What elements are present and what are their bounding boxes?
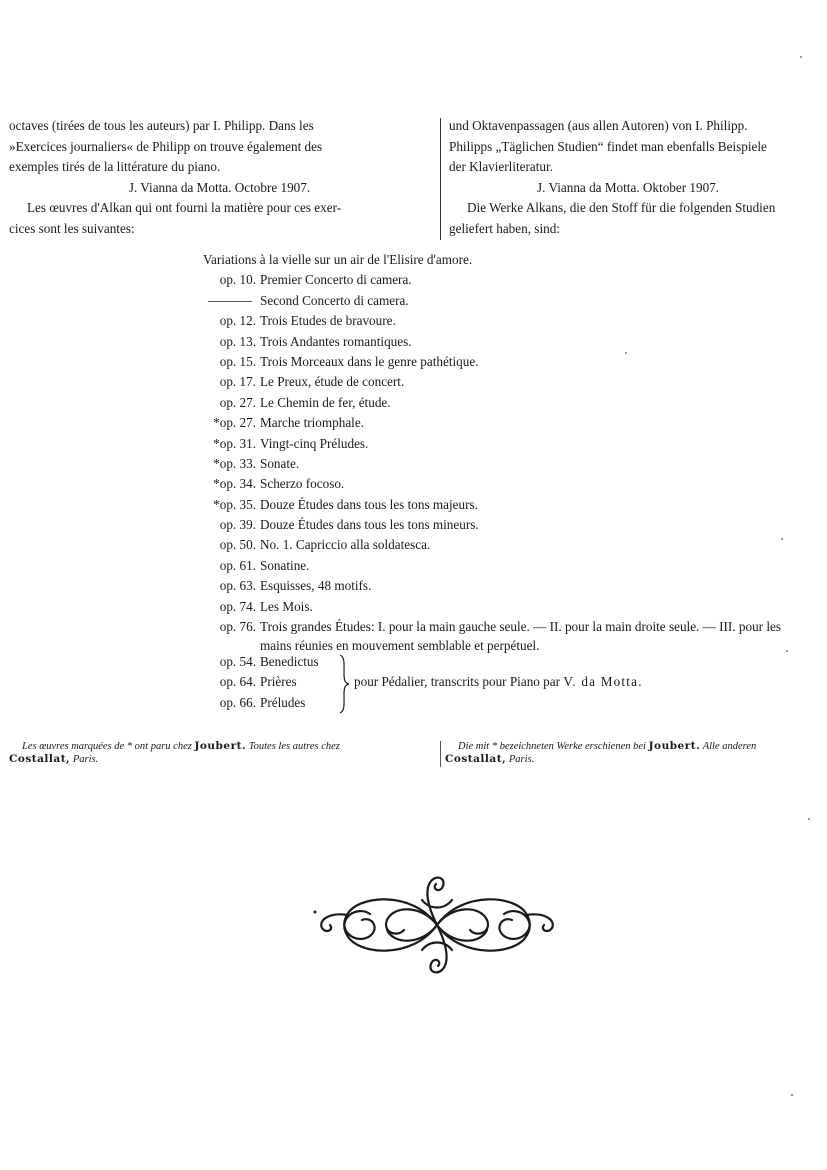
work-entry <box>200 291 800 311</box>
german-signature: J. Vianna da Motta. Oktober 1907. <box>537 179 720 195</box>
german-intro-1: Die Werke Alkans, die den Stoff für die folgenden Studien <box>467 200 776 215</box>
opus-number: op. 12. <box>219 313 256 329</box>
work-title: Scherzo focoso. <box>260 476 345 492</box>
work-entry <box>200 495 800 515</box>
work-title: Sonatine. <box>260 557 310 573</box>
opus-number: op. 54. <box>219 654 256 669</box>
work-entry <box>200 597 800 617</box>
paper-speck <box>786 650 788 652</box>
arranger-name: V. da Motta. <box>563 674 643 689</box>
french-signature: J. Vianna da Motta. Octobre 1907. <box>128 179 311 195</box>
works-list <box>200 250 800 655</box>
work-title: Trois Andantes romantiques. <box>260 333 412 349</box>
opus-number: op. 50. <box>219 537 256 553</box>
paper-speck <box>791 1094 793 1096</box>
german-line-2: Philipps „Täglichen Studien“ findet man ebenfalls Beispiele <box>449 138 767 154</box>
work-title: Prières <box>260 674 297 690</box>
publisher-name: Costallat, <box>445 753 507 765</box>
work-title: Trois Morceaux dans le genre pathétique. <box>260 353 479 369</box>
work-entry <box>200 652 820 672</box>
opus-number: op. 17. <box>219 374 256 390</box>
paper-speck <box>808 818 810 820</box>
publisher-name: Costallat, <box>9 753 71 765</box>
work-title: Trois Etudes de bravoure. <box>260 313 396 329</box>
footnote-text: Toutes les autres chez <box>248 741 340 752</box>
work-title: Le Preux, étude de concert. <box>260 374 405 390</box>
opus-number: op. 63. <box>219 578 256 594</box>
work-entry <box>200 474 800 494</box>
work-entry <box>200 393 800 413</box>
footnote-text: Alle anderen <box>702 741 757 752</box>
work-title: No. 1. Capriccio alla soldatesca. <box>260 537 431 553</box>
work-entry <box>200 250 800 270</box>
work-title: Esquisses, 48 motifs. <box>260 578 372 594</box>
work-title: Marche triomphale. <box>260 415 364 431</box>
opus-number: *op. 34. <box>213 476 256 492</box>
footnote-divider <box>440 741 441 767</box>
work-title: Benedictus <box>260 654 319 669</box>
opus-number: *op. 33. <box>213 455 256 471</box>
pedalier-note-prefix: pour Pédalier, transcrits pour Piano par <box>354 674 561 689</box>
work-title: Douze Études dans tous les tons majeurs. <box>260 496 478 512</box>
opus-number: op. 39. <box>219 517 256 533</box>
german-line-1: und Oktavenpassagen (aus allen Autoren) von I. Philipp. <box>449 118 748 133</box>
footnote-text: Die mit * bezeichneten Werke erschienen bei <box>458 741 646 752</box>
work-entry <box>200 332 800 352</box>
opus-dash <box>208 301 252 302</box>
work-entry <box>200 693 820 713</box>
french-line-2: »Exercices journaliers« de Philipp on trouve également des <box>9 138 323 154</box>
opus-number: op. 15. <box>219 353 256 369</box>
german-column <box>449 116 827 239</box>
work-title: Le Chemin de fer, étude. <box>260 394 391 410</box>
work-title: Les Mois. <box>260 598 313 614</box>
french-column <box>9 116 430 239</box>
work-title: Préludes <box>260 694 306 710</box>
work-entry <box>200 556 800 576</box>
work-entry <box>200 352 800 372</box>
footnote-text: Les œuvres marquées de * ont paru chez <box>22 741 192 752</box>
opus-number: op. 13. <box>219 333 256 349</box>
work-title: Sonate. <box>260 455 300 471</box>
pedalier-group <box>200 652 820 716</box>
paper-speck <box>625 352 627 354</box>
opus-number: op. 61. <box>219 557 256 573</box>
opus-number: op. 76. <box>219 619 256 635</box>
publisher-name: Joubert. <box>194 740 247 752</box>
opus-number: op. 66. <box>219 694 256 710</box>
german-intro-2: geliefert haben, sind: <box>449 220 560 236</box>
opus-number: *op. 27. <box>213 415 256 431</box>
column-divider <box>440 118 441 240</box>
opus-number: op. 10. <box>219 272 256 288</box>
work-entry <box>200 311 800 331</box>
curly-brace-icon <box>338 654 350 714</box>
work-title: Second Concerto di camera. <box>260 292 409 308</box>
opus-number: op. 27. <box>219 394 256 410</box>
work-entry <box>200 434 800 454</box>
opus-number: op. 74. <box>219 598 256 614</box>
paper-speck <box>781 538 783 540</box>
opus-number: op. 64. <box>219 674 256 690</box>
work-title: Variations à la vielle sur un air de l'Elisire d'amore. <box>203 252 473 267</box>
work-entry <box>200 454 800 474</box>
footnote-city: Paris. <box>508 754 535 765</box>
flourish-ornament-icon <box>312 870 562 980</box>
french-intro-1: Les œuvres d'Alkan qui ont fourni la matière pour ces exer- <box>27 200 342 215</box>
french-intro-2: cices sont les suivantes: <box>9 220 135 236</box>
work-entry <box>200 372 800 392</box>
paper-speck <box>800 56 802 58</box>
work-title: Vingt-cinq Préludes. <box>260 435 369 451</box>
work-entry <box>200 413 800 433</box>
opus-number: *op. 35. <box>213 496 256 512</box>
french-footnote <box>9 740 434 766</box>
german-footnote <box>445 740 827 766</box>
opus-number: *op. 31. <box>213 435 256 451</box>
publisher-name: Joubert. <box>648 740 701 752</box>
work-entry <box>200 270 800 290</box>
work-title: Premier Concerto di camera. <box>260 272 412 288</box>
work-entry <box>200 576 800 596</box>
pedalier-note <box>354 672 643 692</box>
french-line-1: octaves (tirées de tous les auteurs) par I. Philipp. Dans les <box>9 118 314 133</box>
french-line-3: exemples tirés de la littérature du piano. <box>9 159 221 174</box>
work-entry <box>200 617 800 655</box>
german-line-3: der Klavierliteratur. <box>449 159 553 174</box>
footnote-city: Paris. <box>72 754 99 765</box>
work-entry <box>200 535 800 555</box>
work-entry <box>200 515 800 535</box>
work-title: Douze Études dans tous les tons mineurs. <box>260 517 479 533</box>
work-title: Trois grandes Études: I. pour la main gauche seule. — II. pour la main droite seule. — III. pour les mains réunies en mouvement semblable et perpétuel. <box>260 619 782 653</box>
